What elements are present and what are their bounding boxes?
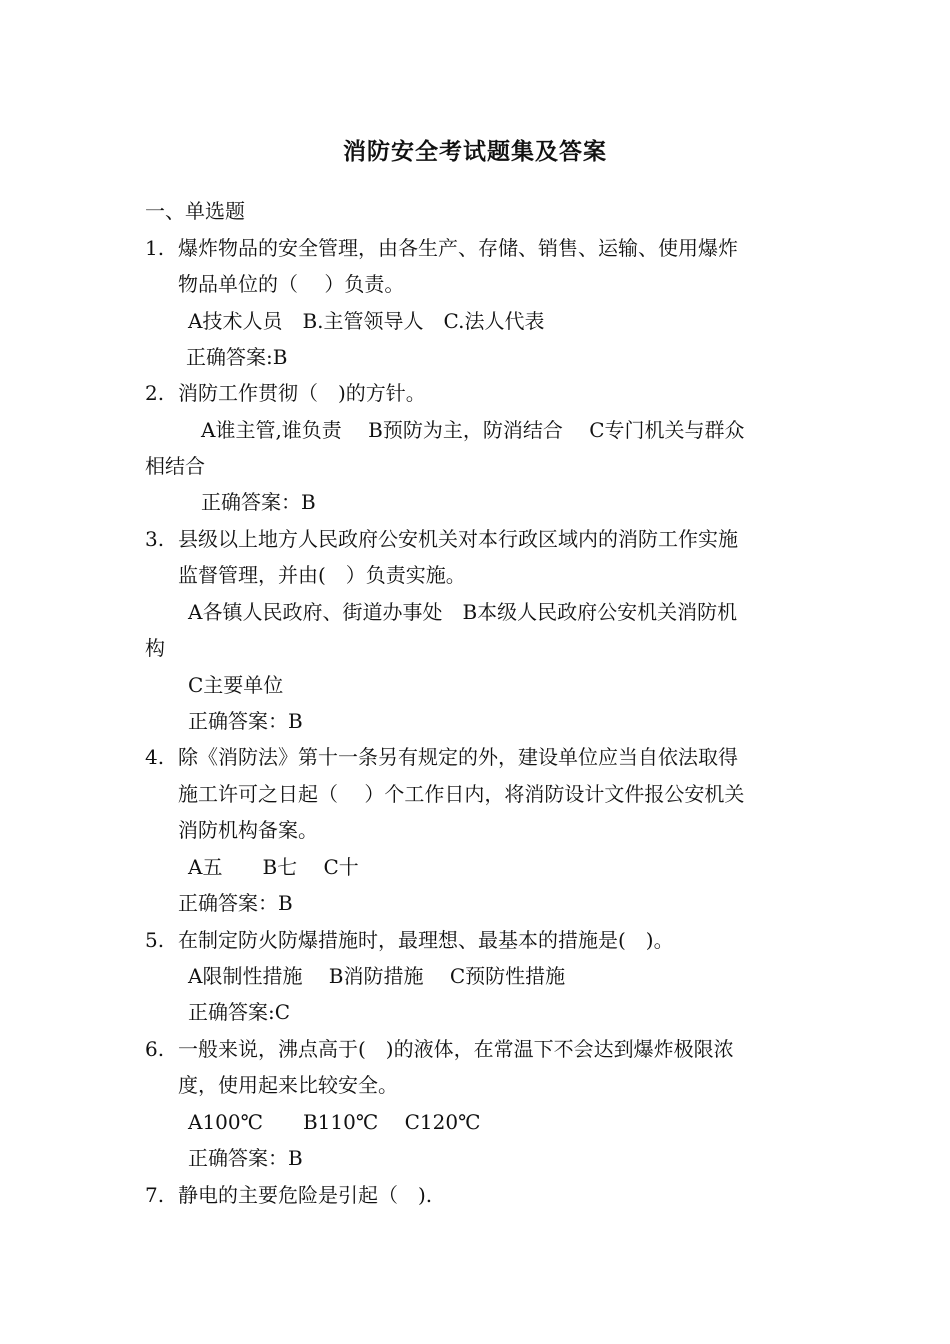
question-6-line-1: 一般来说，沸点高于( )的液体，在常温下不会达到爆炸极限浓 (178, 1037, 734, 1061)
question-3-line-2: 监督管理，并由( ）负责实施。 (178, 563, 466, 587)
question-7-number: 7. (145, 1183, 165, 1207)
question-4-answer: 正确答案：B (178, 891, 293, 915)
question-5-options: A限制性措施 B消防措施 C预防性措施 (188, 964, 566, 988)
question-4-options: A五 B七 C十 (188, 855, 359, 879)
question-2-number: 2. (145, 381, 165, 405)
question-2-options-line-1: A谁主管,谁负责 B预防为主，防消结合 C专门机关与群众 (201, 418, 745, 442)
question-1-answer: 正确答案:B (186, 345, 288, 369)
question-1-number: 1. (145, 236, 165, 260)
question-3-line-1: 县级以上地方人民政府公安机关对本行政区域内的消防工作实施 (178, 527, 738, 551)
question-1-line-1: 爆炸物品的安全管理，由各生产、存储、销售、运输、使用爆炸 (178, 236, 738, 260)
question-6-answer: 正确答案：B (188, 1146, 303, 1170)
question-4-line-1: 除《消防法》第十一条另有规定的外，建设单位应当自依法取得 (178, 745, 738, 769)
question-5-number: 5. (145, 928, 165, 952)
question-3-options-line-2: 构 (145, 636, 165, 660)
question-6-options: A100℃ B110℃ C120℃ (188, 1110, 481, 1134)
question-2-answer: 正确答案：B (201, 490, 316, 514)
question-3-options-line-1: A各镇人民政府、街道办事处 B本级人民政府公安机关消防机 (188, 600, 738, 624)
question-6-number: 6. (145, 1037, 165, 1061)
question-4-line-3: 消防机构备案。 (178, 818, 318, 842)
question-3-options-line-3: C主要单位 (188, 673, 284, 697)
question-3-answer: 正确答案：B (188, 709, 303, 733)
question-6-line-2: 度，使用起来比较安全。 (178, 1073, 398, 1097)
section-heading: 一、单选题 (145, 199, 245, 223)
question-4-number: 4. (145, 745, 165, 769)
question-4-line-2: 施工许可之日起（ ）个工作日内，将消防设计文件报公安机关 (178, 782, 745, 806)
question-1-options: A技术人员 B.主管领导人 C.法人代表 (188, 309, 545, 333)
question-1-line-2: 物品单位的（ ）负责。 (178, 272, 405, 296)
question-5-answer: 正确答案:C (188, 1000, 291, 1024)
question-2-line-1: 消防工作贯彻（ )的方针。 (178, 381, 426, 405)
question-3-number: 3. (145, 527, 165, 551)
question-7-line-1: 静电的主要危险是引起（ ). (178, 1183, 433, 1207)
page-title: 消防安全考试题集及答案 (343, 139, 607, 165)
question-2-options-line-2: 相结合 (145, 454, 205, 478)
question-5-line-1: 在制定防火防爆措施时，最理想、最基本的措施是( )。 (178, 928, 674, 952)
